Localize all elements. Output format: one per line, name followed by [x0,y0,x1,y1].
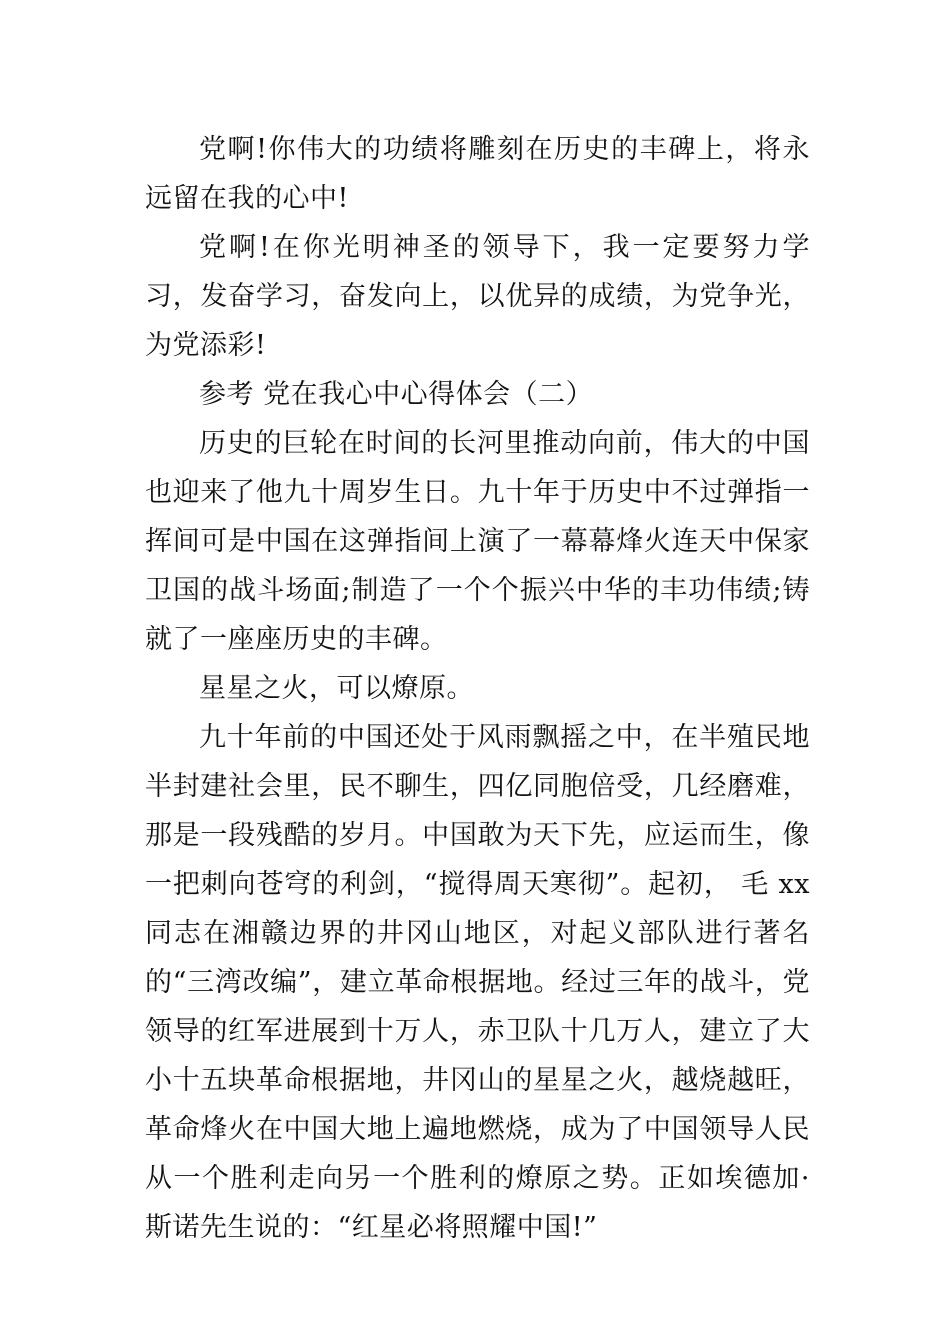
paragraph: 党啊!你伟大的功绩将雕刻在历史的丰碑上，将永远留在我的心中! [145,134,810,214]
paragraph: 星星之火，可以燎原。 [199,673,474,704]
section-heading: 参考 党在我心中心得体会（二） [199,379,594,410]
paragraph: 历史的巨轮在时间的长河里推动向前，伟大的中国也迎来了他九十周岁生日。九十年于历史中不过弹指一挥间可是中国在这弹指间上演了一幕幕烽火连天中保家卫国的战斗场面;制造了一个个振兴中华的丰功伟绩;铸就了一座座历史的丰碑。 [145,428,810,655]
paragraph: 九十年前的中国还处于风雨飘摇之中，在半殖民地半封建社会里，民不聊生，四亿同胞倍受，几经磨难，那是一段残酷的岁月。中国敢为天下先，应运而生，像一把刺向苍穹的利剑，“搅得周天寒彻”。起初， 毛 xx 同志在湘赣边界的井冈山地区，对起义部队进行著名的“三湾改编”，建立革命根据地。经过三年的战斗，党领导的红军进展到十万人，赤卫队十几万人，建立了大小十五块革命根据地，井冈山的星星之火，越烧越旺，革命烽火在中国大地上遍地燃烧，成为了中国领导人民从一个胜利走向另一个胜利的燎原之势。正如埃德加·斯诺先生说的：“红星必将照耀中国!” [145,722,810,1243]
paragraph: 党啊!在你光明神圣的领导下，我一定要努力学习，发奋学习，奋发向上，以优异的成绩，为党争光，为党添彩! [145,232,810,361]
document-body [145,125,810,1252]
